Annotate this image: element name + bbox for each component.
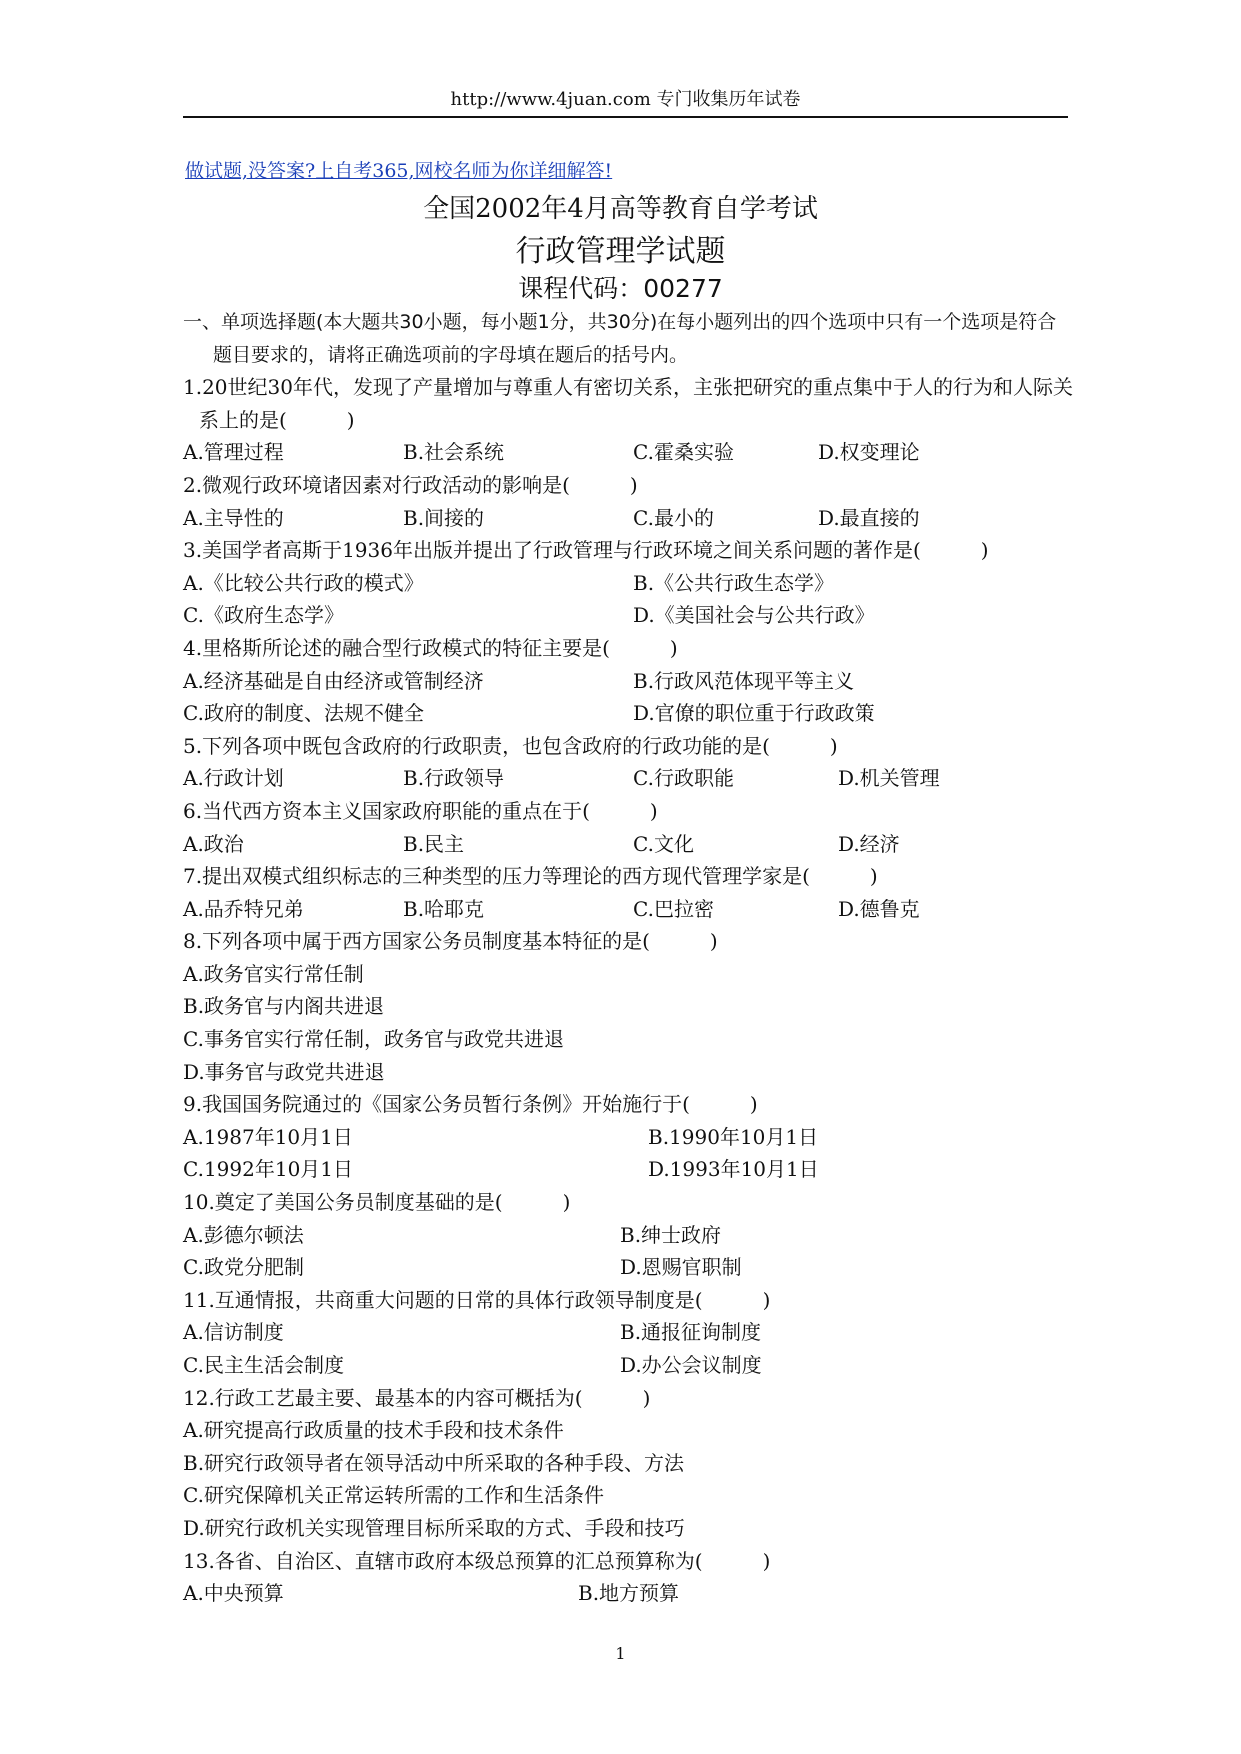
- option: A.管理过程: [183, 440, 284, 465]
- question-stem: 5.下列各项中既包含政府的行政职责，也包含政府的行政功能的是( ): [183, 733, 838, 758]
- option: B.研究行政领导者在领导活动中所采取的各种手段、方法: [183, 1450, 685, 1475]
- question-stem: 8.下列各项中属于西方国家公务员制度基本特征的是( ): [183, 929, 718, 954]
- option-row: [183, 1121, 1073, 1154]
- page-header: http://www.4juan.com 专门收集历年试卷: [450, 89, 801, 110]
- option: D.研究行政机关实现管理目标所采取的方式、手段和技巧: [183, 1515, 685, 1540]
- option-row: [183, 567, 1073, 600]
- question-stem: 9.我国国务院通过的《国家公务员暂行条例》开始施行于( ): [183, 1092, 758, 1117]
- option: C.事务官实行常任制，政务官与政党共进退: [183, 1027, 564, 1052]
- page-number: 1: [615, 1644, 626, 1663]
- question-stem: 1.20世纪30年代，发现了产量增加与尊重人有密切关系，主张把研究的重点集中于人的行为和人际关系上的是( ): [183, 375, 1073, 432]
- option: D.官僚的职位重于行政政策: [633, 701, 875, 726]
- option: D.恩赐官职制: [620, 1255, 742, 1280]
- option-row: [183, 599, 1073, 632]
- question-stem: 6.当代西方资本主义国家政府职能的重点在于( ): [183, 798, 658, 823]
- option: B.绅士政府: [620, 1222, 722, 1247]
- option-row: [183, 436, 1073, 469]
- promo-link[interactable]: 做试题,没答案?上自考365,网校名师为你详细解答!: [185, 160, 613, 182]
- option: C.最小的: [633, 505, 714, 530]
- option: B.《公共行政生态学》: [633, 570, 835, 595]
- option: A.彭德尔顿法: [183, 1222, 304, 1247]
- option-row: [183, 697, 1073, 730]
- option-row: [183, 762, 1073, 795]
- option: D.办公会议制度: [620, 1353, 762, 1377]
- option: B.间接的: [403, 505, 485, 530]
- option: B.通报征询制度: [620, 1320, 762, 1345]
- option: C.政府的制度、法规不健全: [183, 701, 424, 726]
- option-row: [183, 1349, 1073, 1382]
- option-row: [183, 665, 1073, 698]
- option: C.巴拉密: [633, 896, 714, 921]
- option-row: [183, 1219, 1073, 1252]
- option: A.行政计划: [183, 766, 284, 791]
- exam-title: 全国2002年4月高等教育自学考试: [423, 194, 818, 224]
- option: A.研究提高行政质量的技术手段和技术条件: [183, 1418, 564, 1443]
- option-row: [183, 1251, 1073, 1284]
- option: B.行政风范体现平等主义: [633, 668, 855, 693]
- question-stem: 13.各省、自治区、直辖市政府本级总预算的汇总预算称为( ): [183, 1548, 771, 1573]
- option: C.文化: [633, 831, 694, 856]
- option: C.1992年10月1日: [183, 1157, 354, 1182]
- option: B.政务官与内阁共进退: [183, 994, 385, 1019]
- option: B.地方预算: [578, 1581, 680, 1606]
- question-stem: 7.提出双模式组织标志的三种类型的压力等理论的西方现代管理学家是( ): [183, 864, 878, 889]
- option: D.权变理论: [818, 440, 920, 465]
- question-stem: 12.行政工艺最主要、最基本的内容可概括为( ): [183, 1385, 651, 1410]
- subject-title: 行政管理学试题: [515, 234, 726, 269]
- option: C.政党分肥制: [183, 1255, 304, 1280]
- option: C.研究保障机关正常运转所需的工作和生活条件: [183, 1483, 604, 1508]
- option: A.政治: [183, 831, 244, 856]
- option: A.经济基础是自由经济或管制经济: [183, 668, 484, 693]
- option: D.机关管理: [838, 766, 940, 791]
- option-row: [183, 502, 1073, 535]
- option: C.霍桑实验: [633, 440, 734, 465]
- option-row: [183, 893, 1073, 926]
- option-row: [183, 1153, 1073, 1186]
- option-row: [183, 828, 1073, 861]
- question-stem: 4.里格斯所论述的融合型行政模式的特征主要是( ): [183, 635, 678, 660]
- section-heading: 一、单项选择题(本大题共30小题，每小题1分，共30分)在每小题列出的四个选项中只有一个选项是符合题目要求的，请将正确选项前的字母填在题后的括号内。: [183, 311, 1057, 366]
- option: C.《政府生态学》: [183, 603, 344, 628]
- question-list: [183, 306, 1073, 1610]
- option: A.政务官实行常任制: [183, 961, 364, 986]
- option: A.主导性的: [183, 505, 284, 530]
- option: B.民主: [403, 831, 465, 856]
- option: D.《美国社会与公共行政》: [633, 603, 875, 628]
- option: D.德鲁克: [838, 896, 920, 921]
- option: A.《比较公共行政的模式》: [183, 570, 424, 595]
- option: B.哈耶克: [403, 896, 485, 921]
- option: D.1993年10月1日: [648, 1157, 819, 1182]
- option: A.信访制度: [183, 1320, 284, 1345]
- question-stem: 2.微观行政环境诸因素对行政活动的影响是( ): [183, 472, 638, 497]
- option: B.1990年10月1日: [648, 1124, 819, 1149]
- option: A.品乔特兄弟: [183, 896, 304, 921]
- option-row: [183, 1577, 1073, 1610]
- option: B.社会系统: [403, 440, 505, 465]
- option: A.中央预算: [183, 1581, 284, 1606]
- header-divider: [183, 116, 1068, 118]
- question-stem: 11.互通情报，共商重大问题的日常的具体行政领导制度是( ): [183, 1287, 771, 1312]
- option: D.最直接的: [818, 505, 920, 530]
- option: C.民主生活会制度: [183, 1353, 344, 1377]
- question-stem: 10.奠定了美国公务员制度基础的是( ): [183, 1190, 571, 1215]
- option: C.行政职能: [633, 766, 734, 791]
- question-stem: 3.美国学者高斯于1936年出版并提出了行政管理与行政环境之间关系问题的著作是( ): [183, 538, 989, 563]
- option: D.经济: [838, 831, 900, 856]
- option: D.事务官与政党共进退: [183, 1059, 385, 1084]
- option-row: [183, 1316, 1073, 1349]
- option: B.行政领导: [403, 766, 505, 791]
- option: A.1987年10月1日: [183, 1124, 353, 1149]
- course-code: 课程代码：00277: [518, 274, 723, 303]
